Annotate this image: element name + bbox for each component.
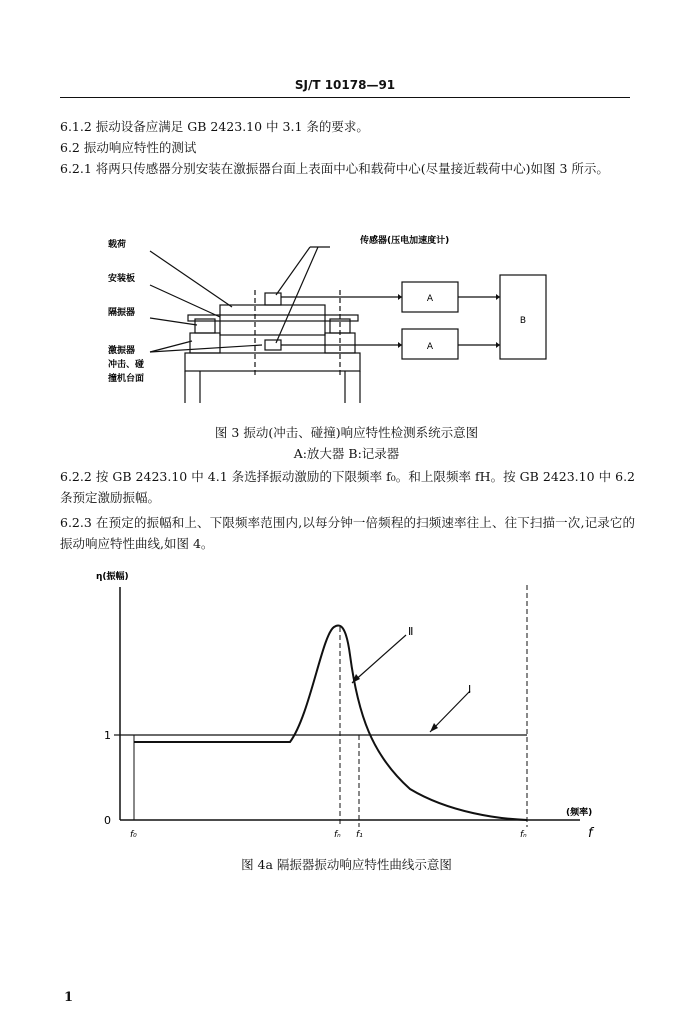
label-amp-bottom: A xyxy=(426,342,434,352)
label-amp-top: A xyxy=(426,294,434,304)
label-mount-plate: 安装板 xyxy=(108,274,136,284)
y-tick-zero: 0 xyxy=(104,814,111,827)
curve-label-ii: Ⅱ xyxy=(408,625,414,638)
y-axis-label: η(振幅) xyxy=(96,572,129,582)
paragraph-6-2-3: 6.2.3 在预定的振幅和上、下限频率范围内,以每分钟一倍频程的扫频速率往上、往下扫描一次,记录它的振动响应特性曲线,如图 4。 xyxy=(60,515,635,551)
paragraph-6-2: 6.2 振动响应特性的测试 xyxy=(60,140,197,155)
figure3-caption: 图 3 振动(冲击、碰撞)响应特性检测系统示意图 xyxy=(214,425,479,440)
label-load: 载荷 xyxy=(108,240,127,250)
paragraph-6-2-1: 6.2.1 将两只传感器分别安装在激振器台面上表面中心和载荷中心(尽量接近载荷中心)如图 3 所示。 xyxy=(60,161,609,176)
figure4-chart xyxy=(0,565,693,855)
page-header: SJ/T 10178—91 xyxy=(294,78,396,92)
label-exciter: 激振器 xyxy=(108,346,136,356)
label-sensor: 传感器(压电加速度计) xyxy=(360,236,450,246)
label-recorder: B xyxy=(519,316,527,326)
label-isolator: 隔振器 xyxy=(108,308,136,318)
paragraph-6-1-2: 6.1.2 振动设备应满足 GB 2423.10 中 3.1 条的要求。 xyxy=(60,119,369,134)
curve-ii xyxy=(134,625,527,820)
curve-label-i: Ⅰ xyxy=(468,683,472,696)
header-rule xyxy=(60,97,630,98)
page-number: 1 xyxy=(64,990,74,1005)
x-tick-fn: fₙ xyxy=(334,830,341,840)
figure4-caption: 图 4a 隔振器振动响应特性曲线示意图 xyxy=(241,857,452,872)
paragraph-6-2-2: 6.2.2 按 GB 2423.10 中 4.1 条选择振动激励的下限频率 f₀。和上限频率 fH。按 GB 2423.10 中 6.2 条预定激励振幅。 xyxy=(60,469,635,505)
x-tick-fH: fₙ xyxy=(520,830,527,840)
figure3-diagram xyxy=(0,225,693,405)
x-tick-f0: f₀ xyxy=(130,830,137,840)
label-table-line2: 撞机台面 xyxy=(108,374,145,384)
label-table-line1: 冲击、碰 xyxy=(108,360,145,370)
x-tick-f1: f₁ xyxy=(356,830,363,840)
y-tick-one: 1 xyxy=(104,729,111,742)
f-symbol: f xyxy=(588,826,593,841)
x-axis-label: (频率) xyxy=(566,808,593,818)
figure3-legend: A:放大器 B:记录器 xyxy=(293,446,400,461)
